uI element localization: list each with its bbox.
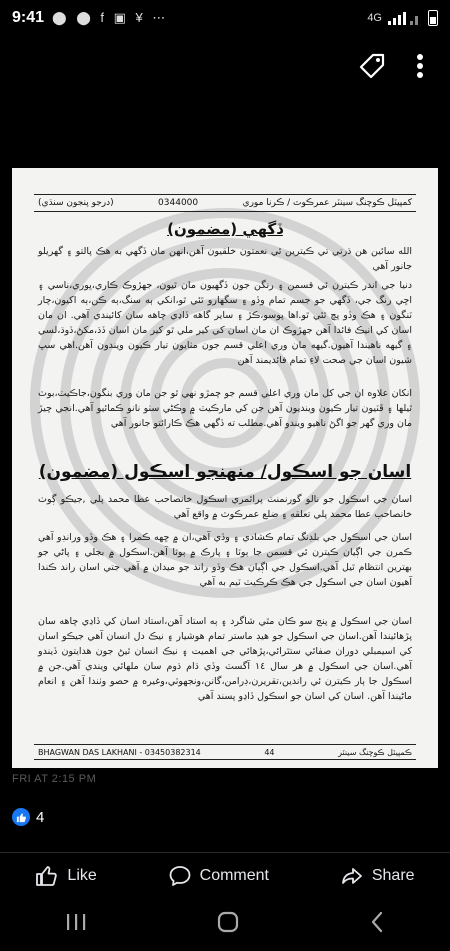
footer-right: ڪمپيٽل ڪوچنگ سينٽر [338, 747, 412, 757]
home-icon [216, 910, 240, 934]
like-label: Like [67, 866, 97, 884]
post-photo[interactable] [12, 168, 438, 768]
document-title: ڏگهي (مضمون) [167, 220, 283, 238]
back-button[interactable] [369, 910, 385, 939]
document-header [34, 194, 416, 212]
notification-icons: ⬤ ⬤ f ▣ ¥ ⋯ [52, 10, 169, 25]
footer-left: BHAGWAN DAS LAKHANI - 03450382314 [38, 747, 201, 757]
comment-button[interactable] [168, 864, 269, 888]
document-footer [34, 744, 416, 760]
like-button[interactable] [35, 864, 96, 888]
back-icon [369, 910, 385, 934]
comment-label: Comment [199, 866, 269, 884]
status-time: 9:41 [12, 9, 45, 26]
tag-icon [358, 52, 386, 80]
post-action-bar [0, 852, 450, 898]
more-vertical-icon [416, 53, 424, 79]
document-subtitle: اسان جو اسڪول/ منهنجو اسڪول (مضمون) [38, 462, 412, 482]
recent-apps-button[interactable] [65, 912, 87, 937]
share-button[interactable] [340, 864, 415, 888]
paragraph-2: دنيا جي اندر ڪيترن ئي قسمن ۽ رنگن جون ڏگهيون مان ٿيون، جهڙوڪ ڪاري،ڀوري،ناسي ۽ اڇي رنگ جي، ڏگهي جو جسم تمام وڏو ۽ سگهارو ٿئي ٿو،انکي ٻه سنگ،ٻه ڪن،ٻه اکيون،چار ٽنگون ۽ هڪ وڏو پڇ ٿئي ٿو.اها پوسو،ڪڙ ۽ ساير گاهه ڏاڍي چاهه سان کائيندي آهي. ان مان اسان کي انيڪ فائدا آهن جهڙوڪ ان مان اسان کي کير ملي ٿو کير مان اسان ڏڌ،مکڻ،ڏوڌ،لسي ۽ گيهه ناهيندا آهيون.گيهه مان وري اعلي قسم جون مٺايون تيار ڪيون ويندون آهن.اهي سڀ شيون اسان جي صحت لاءِ تمام فائديمند آهن [38, 280, 412, 366]
like-reaction-icon [12, 808, 30, 826]
footer-center: 44 [264, 747, 275, 757]
header-right: كمپيٽل ڪوچنگ سينٽر عمرڪوٽ / ڪرنا موري [242, 198, 412, 208]
paragraph-6: اسان جي اسڪول ۾ پنج سو ڪان مٿي شاگرد ۽ ٻه استاد آهن،استاد اسان کي ڏاڍي چاهه سان پڙهائيندا آهن.اسان جي اسڪول جو هيڊ ماستر تمام هوشيار ۽ نيڪ دل انسان آهي جيڪو اسان کي اسيمبلي دوران صفائي ستٿرائي،پڙهائي جي اهميت ۽ نيڪ انسان ٿيڻ جون هدايتون ڏيندو آهي.اسان جي اسڪول ۾ هر سال ١٤ آگسٽ وڏي ڌام ڌوم سان ملهائي ويندي آهي.جن ۾ اسڪول جا ٻار ڪيترن ئي راندين،تقريرن،ڊرامن،گانن،ونجهوٽي،وغيره ۾ حصو وٺندا آهن ۽ انعام ماڻيندا آهن. اسان کي اسان جو اسڪول ڏاڍو پسند آهي [38, 616, 413, 702]
header-left: (درجو پنجون سنڌي) [38, 198, 114, 208]
header-center: 0344000 [158, 198, 199, 208]
more-options-button[interactable] [400, 46, 440, 86]
signal-icon [388, 11, 422, 25]
like-count: 4 [36, 808, 45, 826]
paragraph-3: انکان علاوه ان جي کل مان وري اعلي قسم جو چمڙو نهي ٿو جن مان وري بنگون،جاڪيٽ،بوٽ ٿيلها ۽ ڦٽيون تيار ڪيون وينديون آهن جن کي مارڪيٽ ۾ وڪڻي سٺو نانو ڪمائيو آهي.انجي چيڙ مان وري گهر جو اگڻ ناهيو ويندو آهي.مطلب ته ڏگهي هڪ ڪارائتو جانور آهي [38, 388, 412, 429]
recent-apps-icon [65, 912, 87, 932]
paragraph-4: اسان جي اسڪول جو نالو گورنمنٽ پرائمري اسڪول خانصاحب عطا محمد پلي ,جيڪو ڳوٺ خانصاحب عطا محمد پلي تعلقه ۽ ضلع عمرڪوٽ ۾ واقع آهي [38, 494, 412, 520]
thumbs-up-icon [35, 864, 59, 888]
comment-icon [168, 864, 192, 888]
tag-button[interactable] [352, 46, 392, 86]
home-button[interactable] [216, 910, 240, 939]
share-label: Share [371, 866, 415, 884]
post-timestamp: FRI AT 2:15 PM [12, 773, 97, 785]
network-label: 4G [367, 12, 382, 24]
status-bar [0, 0, 450, 36]
status-right [367, 10, 438, 26]
photo-top-actions [0, 36, 450, 96]
battery-icon [428, 10, 438, 26]
share-icon [340, 864, 364, 888]
paragraph-1: الله سائين هن ڌرتي تي ڪيترين ئي نعمتون خلقيون آهن،انهن مان ڏگهي به هڪ پالتو ۽ گهريلو جانور آهي [38, 246, 412, 272]
system-nav-bar [0, 898, 450, 951]
reaction-summary[interactable] [12, 808, 44, 826]
paragraph-5: اسان جي اسڪول جي بلڊنگ تمام ڪشادي ۽ وڏي آهي،ان ۾ ڇهه ڪمرا ۽ هڪ وڏو ورانڊو آهي ڪمرن جي اڳيان ڪيترن ئي قسمن جا ٻوٽا ۽ پارڪ ۾ ٻوٽا آهن.اسڪول ۾ بجلي ۽ پاڻي جو بهترين انتظام ٿيل آهي.اسڪول جي اڳيان هڪ وڏو راند جو ميدان ۾ آهي جتي اسان راند ڪندا آهيون اسان جي اسڪول جي هڪ ڪرڪيٽ ٽيم به آهي [38, 532, 412, 588]
